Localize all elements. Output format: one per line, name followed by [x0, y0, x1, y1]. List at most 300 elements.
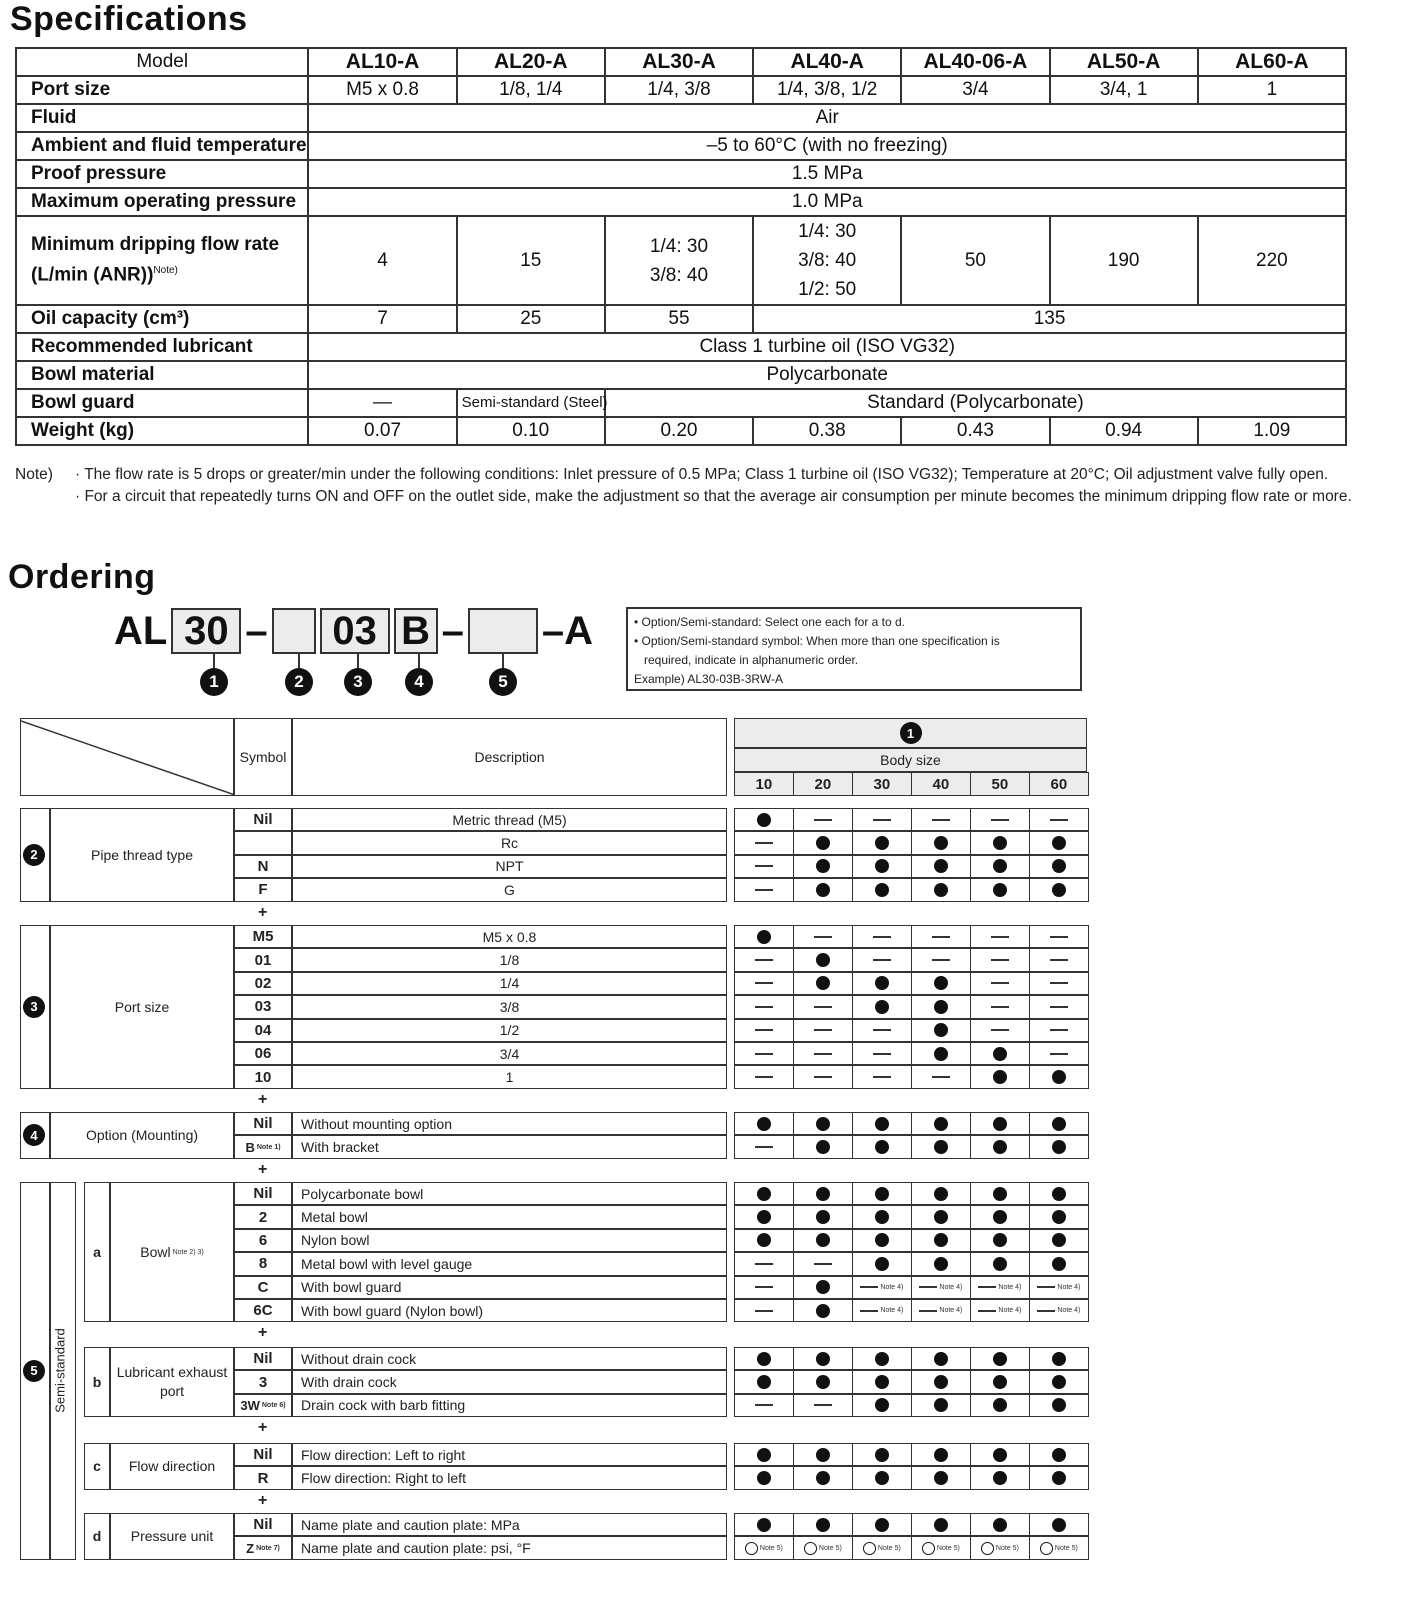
symbol-cell: Nil	[234, 1347, 292, 1370]
description-cell: NPT	[292, 855, 727, 878]
availability-cell	[1029, 925, 1089, 948]
availability-cell	[734, 1347, 794, 1370]
availability-cell	[793, 1252, 853, 1275]
symbol-cell: 6	[234, 1229, 292, 1252]
marker-2: 2	[285, 668, 313, 696]
cell: 1.0 MPa	[308, 188, 1346, 216]
symbol-cell: 2	[234, 1205, 292, 1228]
symbol-cell: M5	[234, 925, 292, 948]
dot-icon	[1052, 1257, 1066, 1271]
dot-icon	[993, 1187, 1007, 1201]
description-cell: Nylon bowl	[292, 1229, 727, 1252]
code-option-box: B	[394, 608, 438, 654]
dot-icon	[816, 1375, 830, 1389]
dash-icon	[755, 1310, 773, 1312]
dot-icon	[816, 953, 830, 967]
dot-icon	[875, 1117, 889, 1131]
availability-cell	[1029, 1182, 1089, 1205]
dot-icon	[757, 1518, 771, 1532]
symbol-cell: 04	[234, 1019, 292, 1042]
dot-icon	[1052, 836, 1066, 850]
availability-cell	[734, 1182, 794, 1205]
availability-cell	[911, 972, 971, 995]
availability-cell	[793, 1466, 853, 1489]
availability-cell	[852, 878, 912, 901]
dot-icon	[993, 1210, 1007, 1224]
cell: 135	[753, 305, 1346, 333]
min-drip-label2: (L/min (ANR))	[31, 264, 154, 286]
availability-cell	[911, 1205, 971, 1228]
note-ref: Note 5)	[759, 1544, 783, 1552]
note-ref: Note 6)	[261, 1401, 286, 1409]
availability-cell	[793, 1299, 853, 1322]
cell-line: 3/8: 40	[649, 264, 709, 286]
dot-icon	[1052, 1210, 1066, 1224]
dot-icon	[934, 1257, 948, 1271]
availability-cell	[793, 1536, 853, 1559]
cell: —	[308, 389, 456, 417]
dot-icon	[816, 1352, 830, 1366]
sub-letter-cell: a	[84, 1182, 110, 1322]
dash-icon	[1050, 936, 1068, 938]
cell: –5 to 60°C (with no freezing)	[308, 132, 1346, 160]
dash-icon	[814, 1404, 832, 1406]
description-cell: Flow direction: Left to right	[292, 1443, 727, 1466]
dash-icon	[755, 1404, 773, 1406]
dot-icon	[757, 930, 771, 944]
availability-cell	[970, 831, 1030, 854]
availability-cell	[793, 1394, 853, 1417]
symbol-cell: Nil	[234, 1182, 292, 1205]
availability-cell	[793, 1276, 853, 1299]
dash-icon	[814, 1053, 832, 1055]
availability-cell	[970, 1042, 1030, 1065]
fluid-row	[16, 104, 1346, 132]
availability-cell	[852, 1536, 912, 1559]
availability-cell	[911, 855, 971, 878]
specifications-title: Specifications	[10, 0, 248, 38]
lubricant-row	[16, 333, 1346, 361]
availability-cell	[1029, 995, 1089, 1018]
symbol-cell: R	[234, 1466, 292, 1489]
description-cell: With bracket	[292, 1135, 727, 1158]
dash-icon	[1037, 1286, 1055, 1288]
code-port-box: 03	[320, 608, 390, 654]
description-cell: 1/4	[292, 972, 727, 995]
availability-cell	[1029, 1394, 1089, 1417]
symbol-cell: 10	[234, 1065, 292, 1088]
dot-icon	[934, 883, 948, 897]
availability-cell	[970, 1112, 1030, 1135]
info-line: Example) AL30-03B-3RW-A	[634, 672, 783, 686]
sub-label-cell: Bowl Note 2) 3)	[110, 1182, 234, 1322]
row-label: Bowl guard	[16, 389, 308, 417]
availability-cell	[1029, 1443, 1089, 1466]
description-cell: 1	[292, 1065, 727, 1088]
dot-icon	[757, 813, 771, 827]
section-3-marker: 3	[23, 996, 45, 1018]
plus-sign: +	[258, 1491, 268, 1509]
dot-icon	[1052, 1117, 1066, 1131]
dash-icon	[755, 1053, 773, 1055]
dash-icon	[991, 819, 1009, 821]
dot-icon	[1052, 1471, 1066, 1485]
symbol-cell: C	[234, 1276, 292, 1299]
dash-icon	[1050, 1006, 1068, 1008]
spec-notes	[15, 464, 1355, 508]
cell: Standard (Polycarbonate)	[605, 389, 1346, 417]
dash-icon	[860, 1310, 878, 1312]
description-cell: Drain cock with barb fitting	[292, 1394, 727, 1417]
availability-cell	[734, 1513, 794, 1536]
availability-cell	[911, 1276, 971, 1299]
sub-label-cell: Lubricant exhaust port	[110, 1347, 234, 1417]
min-drip-label: Minimum dripping flow rate	[31, 234, 280, 256]
dot-icon	[934, 836, 948, 850]
info-line: required, indicate in alphanumeric order.	[644, 653, 859, 667]
header-al40: AL40-A	[753, 48, 901, 76]
sub-label-cell: Pressure unit	[110, 1513, 234, 1560]
dash-icon	[814, 1263, 832, 1265]
dot-icon	[875, 1140, 889, 1154]
symbol-cell: F	[234, 878, 292, 901]
note-ref: Note 4)	[1057, 1307, 1081, 1315]
dot-icon	[934, 1117, 948, 1131]
dash-icon	[755, 1286, 773, 1288]
dash-icon	[978, 1286, 996, 1288]
dot-icon	[875, 1398, 889, 1412]
cell: 50	[901, 216, 1049, 305]
availability-cell	[911, 948, 971, 971]
row-label: Recommended lubricant	[16, 333, 308, 361]
availability-cell	[793, 1370, 853, 1393]
availability-cell	[911, 1135, 971, 1158]
availability-cell	[793, 1065, 853, 1088]
cell: 25	[457, 305, 605, 333]
availability-cell	[970, 1394, 1030, 1417]
cell: 1/4, 3/8	[605, 76, 753, 104]
availability-cell	[1029, 1042, 1089, 1065]
availability-cell	[970, 1347, 1030, 1370]
availability-cell	[734, 1252, 794, 1275]
description-cell: 3/8	[292, 995, 727, 1018]
availability-cell	[970, 1229, 1030, 1252]
availability-cell	[911, 1347, 971, 1370]
availability-cell	[1029, 1065, 1089, 1088]
row-label: Bowl material	[16, 361, 308, 389]
availability-cell	[793, 1135, 853, 1158]
plus-sign: +	[258, 1419, 268, 1437]
symbol-cell: Nil	[234, 808, 292, 831]
availability-cell	[852, 1299, 912, 1322]
plus-sign: +	[258, 903, 268, 921]
dot-icon	[816, 1187, 830, 1201]
description-cell: 1/2	[292, 1019, 727, 1042]
dot-icon	[816, 1140, 830, 1154]
weight-row	[16, 417, 1346, 445]
availability-cell	[970, 1299, 1030, 1322]
symbol-cell: Nil	[234, 1513, 292, 1536]
availability-cell	[734, 1019, 794, 1042]
symbol-cell: 3W Note 6)	[234, 1394, 292, 1417]
dot-icon	[875, 1518, 889, 1532]
dash-icon	[755, 1029, 773, 1031]
dash-icon	[873, 1053, 891, 1055]
availability-cell	[1029, 1536, 1089, 1559]
cell-line: 1/4: 30	[798, 221, 857, 242]
dot-icon	[757, 1233, 771, 1247]
note-ref: Note 7)	[256, 1544, 280, 1552]
code-thread-box	[272, 608, 316, 654]
dot-icon	[1052, 1233, 1066, 1247]
dot-icon	[757, 1375, 771, 1389]
dash-icon	[873, 1029, 891, 1031]
availability-cell	[911, 1466, 971, 1489]
semi-standard-label: Semi-standard	[52, 1328, 68, 1413]
min-drip-row	[16, 216, 1346, 305]
availability-cell	[793, 1229, 853, 1252]
dash-icon	[1050, 982, 1068, 984]
dash-icon	[873, 959, 891, 961]
dot-icon	[816, 1304, 830, 1318]
description-cell: Metal bowl	[292, 1205, 727, 1228]
row-label: Proof pressure	[16, 160, 308, 188]
section-4-marker: 4	[23, 1124, 45, 1146]
availability-cell	[1029, 1112, 1089, 1135]
dash-icon	[873, 1076, 891, 1078]
cell: M5 x 0.8	[308, 76, 456, 104]
dash-icon	[814, 1006, 832, 1008]
dash-icon	[755, 1263, 773, 1265]
note-lead: Note)	[15, 466, 53, 483]
availability-cell	[1029, 972, 1089, 995]
dot-icon	[816, 1471, 830, 1485]
info-line: • Option/Semi-standard: Select one each for a to d.	[634, 615, 906, 629]
availability-cell	[793, 1513, 853, 1536]
availability-cell	[911, 808, 971, 831]
dot-icon	[816, 1448, 830, 1462]
circle-icon	[863, 1542, 876, 1555]
availability-cell	[793, 808, 853, 831]
dot-icon	[875, 883, 889, 897]
body-size-30: 30	[852, 772, 912, 796]
availability-cell	[734, 831, 794, 854]
description-cell: With bowl guard	[292, 1276, 727, 1299]
cell: 0.43	[901, 417, 1049, 445]
marker-1-icon: 1	[900, 722, 922, 744]
availability-cell	[852, 1019, 912, 1042]
code-suffix: –A	[541, 608, 593, 653]
dot-icon	[934, 859, 948, 873]
availability-cell	[793, 1443, 853, 1466]
note-ref: Note 2) 3)	[172, 1248, 204, 1256]
cell: Semi-standard (Steel)	[457, 389, 605, 417]
dash-icon	[991, 1006, 1009, 1008]
availability-cell	[734, 1466, 794, 1489]
availability-cell	[734, 1370, 794, 1393]
availability-cell	[970, 1252, 1030, 1275]
availability-cell	[911, 1042, 971, 1065]
dot-icon	[934, 1047, 948, 1061]
availability-cell	[1029, 1347, 1089, 1370]
dash-icon	[978, 1310, 996, 1312]
symbol-cell	[234, 831, 292, 854]
grid-header-description: Description	[292, 718, 727, 796]
availability-cell	[734, 1394, 794, 1417]
dot-icon	[1052, 1070, 1066, 1084]
header-model: Model	[16, 48, 308, 76]
dot-icon	[757, 1210, 771, 1224]
availability-cell	[852, 831, 912, 854]
code-dash: –	[441, 608, 464, 653]
availability-cell	[970, 1135, 1030, 1158]
description-cell: Polycarbonate bowl	[292, 1182, 727, 1205]
symbol-cell: Z Note 7)	[234, 1536, 292, 1559]
availability-cell	[852, 1065, 912, 1088]
availability-cell	[852, 1394, 912, 1417]
dot-icon	[875, 1210, 889, 1224]
code-semi-box	[468, 608, 538, 654]
dot-icon	[1052, 1448, 1066, 1462]
plus-sign: +	[258, 1160, 268, 1178]
body-size-60: 60	[1029, 772, 1089, 796]
cell: 3/4	[901, 76, 1049, 104]
availability-cell	[911, 831, 971, 854]
circle-icon	[922, 1542, 935, 1555]
cell: 220	[1198, 216, 1346, 305]
availability-cell	[734, 1135, 794, 1158]
dot-icon	[1052, 1518, 1066, 1532]
dot-icon	[1052, 1187, 1066, 1201]
info-line: • Option/Semi-standard symbol: When more than one specification is	[634, 634, 1000, 648]
availability-cell	[793, 1112, 853, 1135]
dash-icon	[1037, 1310, 1055, 1312]
dot-icon	[816, 976, 830, 990]
code-prefix: AL	[114, 608, 168, 653]
dash-icon	[919, 1286, 937, 1288]
cell: 1.09	[1198, 417, 1346, 445]
dot-icon	[993, 1257, 1007, 1271]
note-mark: Note)	[153, 265, 178, 277]
note-ref: Note 5)	[936, 1544, 960, 1552]
availability-cell	[1029, 1135, 1089, 1158]
group-label: Option (Mounting)	[50, 1112, 234, 1159]
availability-cell	[734, 1299, 794, 1322]
dot-icon	[993, 1352, 1007, 1366]
availability-cell	[911, 1394, 971, 1417]
availability-cell	[734, 878, 794, 901]
dot-icon	[816, 1117, 830, 1131]
availability-cell	[793, 831, 853, 854]
max-pressure-row	[16, 188, 1346, 216]
bowl-guard-row	[16, 389, 1346, 417]
row-label: Weight (kg)	[16, 417, 308, 445]
availability-cell	[970, 1065, 1030, 1088]
dot-icon	[934, 1352, 948, 1366]
ambient-row	[16, 132, 1346, 160]
availability-cell	[852, 1042, 912, 1065]
dot-icon	[875, 1352, 889, 1366]
availability-cell	[852, 1112, 912, 1135]
note-ref: Note 4)	[939, 1283, 963, 1291]
description-cell: Name plate and caution plate: MPa	[292, 1513, 727, 1536]
availability-cell	[852, 1229, 912, 1252]
dash-icon	[991, 982, 1009, 984]
note-ref: Note 5)	[877, 1544, 901, 1552]
dot-icon	[993, 859, 1007, 873]
note-text: · For a circuit that repeatedly turns ON and OFF on the outlet side, make the adjustment so that the average air consumption per minute becomes the minimum dripping flow rate or more.	[75, 488, 1352, 505]
availability-cell	[734, 1205, 794, 1228]
port-size-row	[16, 76, 1346, 104]
row-label: Ambient and fluid temperature	[16, 132, 308, 160]
dot-icon	[816, 836, 830, 850]
marker-1: 1	[200, 668, 228, 696]
availability-cell	[970, 855, 1030, 878]
cell: 1/4, 3/8, 1/2	[753, 76, 901, 104]
availability-cell	[852, 808, 912, 831]
marker-3: 3	[344, 668, 372, 696]
marker-4: 4	[405, 668, 433, 696]
availability-cell	[911, 1370, 971, 1393]
row-label: Maximum operating pressure	[16, 188, 308, 216]
header-al40-06: AL40-06-A	[901, 48, 1049, 76]
availability-cell	[793, 1205, 853, 1228]
dash-icon	[873, 819, 891, 821]
dash-icon	[932, 936, 950, 938]
note-ref: Note 4)	[1057, 1283, 1081, 1291]
availability-cell	[1029, 948, 1089, 971]
description-cell: 3/4	[292, 1042, 727, 1065]
note-text: · The flow rate is 5 drops or greater/min under the following conditions: Inlet pressure of 0.5 MPa; Class 1 turbine oil (ISO VG32); Temperature at 20°C; Oil adjustment valve fully open.	[75, 466, 1329, 483]
availability-cell	[793, 1347, 853, 1370]
dot-icon	[993, 1117, 1007, 1131]
description-cell: Rc	[292, 831, 727, 854]
dot-icon	[816, 1210, 830, 1224]
availability-cell	[970, 1019, 1030, 1042]
availability-cell	[911, 1065, 971, 1088]
cell	[753, 216, 901, 305]
note-ref: Note 4)	[880, 1307, 904, 1315]
circle-icon	[804, 1542, 817, 1555]
availability-cell	[734, 948, 794, 971]
dash-icon	[860, 1286, 878, 1288]
dot-icon	[875, 1233, 889, 1247]
availability-cell	[1029, 1019, 1089, 1042]
specifications-table	[15, 47, 1347, 446]
dash-icon	[991, 1029, 1009, 1031]
dash-icon	[755, 1076, 773, 1078]
availability-cell	[852, 972, 912, 995]
note-ref: Note 4)	[998, 1283, 1022, 1291]
dot-icon	[757, 1352, 771, 1366]
availability-cell	[970, 1513, 1030, 1536]
dash-icon	[932, 819, 950, 821]
dot-icon	[993, 1471, 1007, 1485]
note-ref: Note 4)	[939, 1307, 963, 1315]
availability-cell	[852, 855, 912, 878]
row-label: Fluid	[16, 104, 308, 132]
dash-icon	[814, 1029, 832, 1031]
description-cell: Name plate and caution plate: psi, °F	[292, 1536, 727, 1559]
group-label: Pipe thread type	[50, 808, 234, 902]
oil-capacity-row	[16, 305, 1346, 333]
dot-icon	[1052, 883, 1066, 897]
dot-icon	[934, 1448, 948, 1462]
availability-cell	[970, 972, 1030, 995]
availability-cell	[970, 878, 1030, 901]
availability-cell	[852, 925, 912, 948]
sub-letter-cell: d	[84, 1513, 110, 1560]
